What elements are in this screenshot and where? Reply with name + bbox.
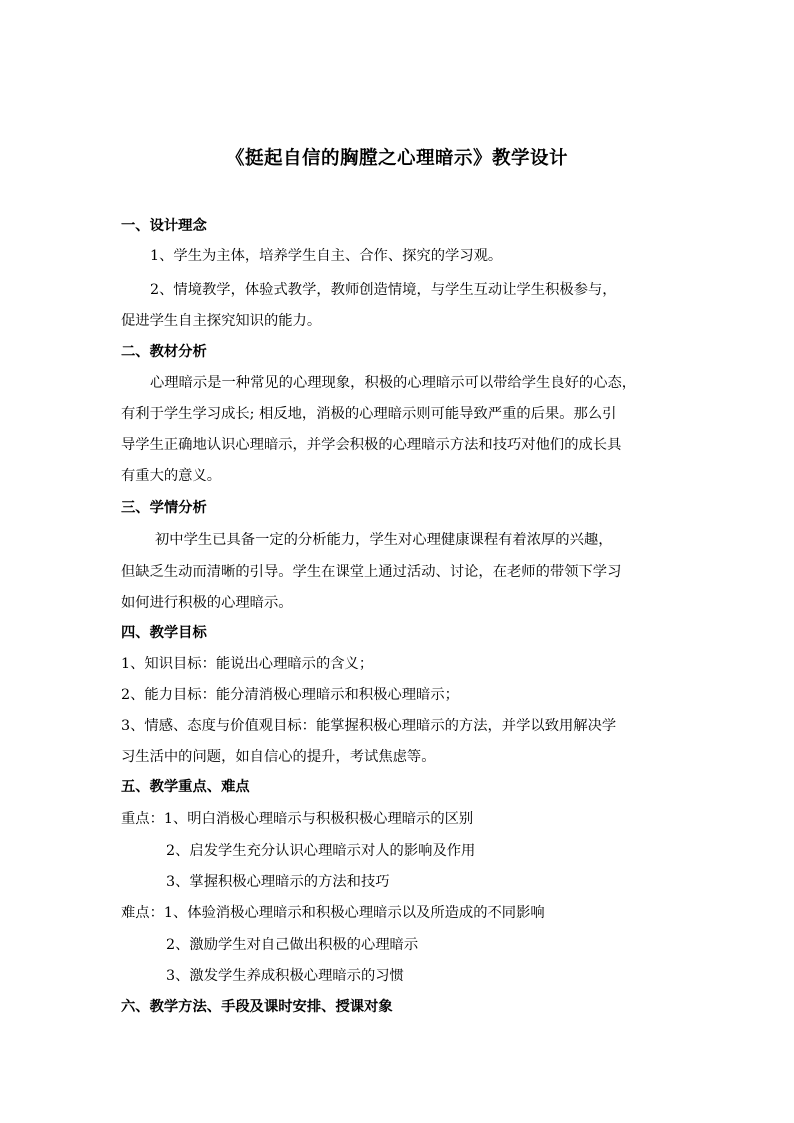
section-heading-methods-schedule: 六、教学方法、手段及课时安排、授课对象: [121, 999, 393, 1015]
concept-item-2-line-2: 促进学生自主探究知识的能力。: [121, 313, 322, 329]
difficult-point-2: 2、激励学生对自己做出积极的心理暗示: [166, 937, 419, 953]
key-point-2: 2、启发学生充分认识心理暗示对人的影响及作用: [166, 843, 476, 859]
student-paragraph-line-1: 初中学生已具备一定的分析能力，学生对心理健康课程有着浓厚的兴趣，: [155, 532, 613, 548]
student-paragraph-line-2: 但缺乏生动而清晰的引导。学生在课堂上通过活动、讨论，在老师的带领下学习: [121, 564, 622, 580]
concept-item-2-line-1: 2、情境教学，体验式教学，教师创造情境，与学生互动让学生积极参与，: [150, 282, 617, 298]
difficult-point-1: 难点：1、体验消极心理暗示和积极心理暗示以及所造成的不同影响: [121, 905, 545, 921]
material-paragraph-line-4: 有重大的意义。: [121, 468, 222, 484]
section-heading-key-difficult-points: 五、教学重点、难点: [121, 779, 250, 795]
goal-ability: 2、能力目标：能分清消极心理暗示和积极心理暗示；: [121, 687, 459, 703]
concept-item-1: 1、学生为主体，培养学生自主、合作、探究的学习观。: [150, 248, 503, 264]
difficult-point-3: 3、激发学生养成积极心理暗示的习惯: [166, 968, 404, 984]
key-point-1: 重点：1、明白消极心理暗示与积极积极心理暗示的区别: [121, 811, 474, 827]
goal-emotion-line-2: 习生活中的问题，如自信心的提升，考试焦虑等。: [121, 749, 436, 765]
goal-knowledge: 1、知识目标：能说出心理暗示的含义；: [121, 656, 374, 672]
material-paragraph-line-2: 有利于学生学习成长; 相反地，消极的心理暗示则可能导致严重的后果。那么引: [121, 406, 617, 422]
material-paragraph-line-3: 导学生正确地认识心理暗示，并学会积极的心理暗示方法和技巧对他们的成长具: [121, 437, 622, 453]
page-title: 《挺起自信的胸膛之心理暗示》教学设计: [225, 148, 568, 169]
section-heading-teaching-goals: 四、教学目标: [121, 625, 207, 641]
section-heading-design-concept: 一、设计理念: [121, 218, 207, 234]
key-point-3: 3、掌握积极心理暗示的方法和技巧: [166, 874, 390, 890]
section-heading-material-analysis: 二、教材分析: [121, 344, 207, 360]
material-paragraph-line-1: 心理暗示是一种常见的心理现象，积极的心理暗示可以带给学生良好的心态，: [150, 375, 637, 391]
student-paragraph-line-3: 如何进行积极的心理暗示。: [121, 595, 293, 611]
section-heading-student-analysis: 三、学情分析: [121, 500, 207, 516]
goal-emotion-line-1: 3、情感、态度与价值观目标：能掌握积极心理暗示的方法，并学以致用解决学: [121, 718, 617, 734]
